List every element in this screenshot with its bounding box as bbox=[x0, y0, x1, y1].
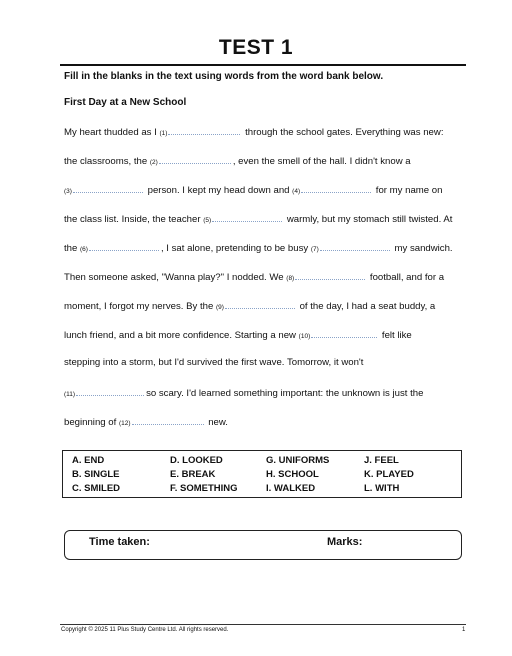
passage-text: felt like bbox=[381, 330, 412, 341]
word-bank-item: B. SINGLE bbox=[72, 469, 120, 480]
passage-line-6 bbox=[64, 270, 444, 283]
passage-text: , I sat alone, pretending to be busy bbox=[160, 243, 309, 254]
page-number: 1 bbox=[462, 627, 466, 633]
copyright-text: Copyright © 2025 11 Plus Study Centre Ltd. All rights reserved. bbox=[61, 627, 229, 633]
passage-text: new. bbox=[208, 417, 228, 428]
score-box bbox=[64, 530, 462, 560]
passage-text: person. I kept my head down and bbox=[147, 185, 290, 196]
blank-number-8: (8) bbox=[286, 275, 295, 282]
word-bank-item: H. SCHOOL bbox=[266, 469, 319, 480]
passage-text: warmly, but my stomach still twisted. At bbox=[286, 214, 453, 225]
passage-text: football, and for a bbox=[369, 272, 445, 283]
passage-line-3 bbox=[64, 183, 442, 196]
passage-text: through the school gates. Everything was new: bbox=[245, 127, 444, 138]
story-title: First Day at a New School bbox=[64, 97, 187, 108]
passage-text: my sandwich. bbox=[394, 243, 453, 254]
passage-text: the class list. Inside, the teacher bbox=[64, 214, 201, 225]
passage-line-1 bbox=[64, 125, 443, 138]
blank-5[interactable] bbox=[212, 212, 282, 222]
blank-number-5: (5) bbox=[203, 217, 212, 224]
blank-number-6: (6) bbox=[80, 246, 88, 253]
blank-10[interactable] bbox=[311, 328, 377, 338]
word-bank-item: J. FEEL bbox=[364, 455, 399, 466]
word-bank-item: C. SMILED bbox=[72, 483, 121, 494]
blank-number-3: (3) bbox=[64, 188, 72, 195]
page-title: TEST 1 bbox=[218, 36, 294, 59]
blank-number-4: (4) bbox=[292, 188, 301, 195]
blank-1[interactable] bbox=[168, 125, 240, 135]
passage-line-11 bbox=[64, 415, 228, 428]
passage-text: Then someone asked, "Wanna play?" I nodded. We bbox=[64, 272, 284, 283]
blank-2[interactable] bbox=[159, 154, 231, 164]
word-bank-item: A. END bbox=[72, 455, 105, 466]
footer-divider bbox=[60, 624, 466, 625]
blank-number-9: (9) bbox=[215, 304, 224, 311]
blank-number-7: (7) bbox=[310, 246, 319, 253]
passage-line-10 bbox=[64, 386, 423, 399]
blank-number-12: (12) bbox=[118, 420, 131, 427]
blank-12[interactable] bbox=[132, 415, 204, 425]
passage-line-2 bbox=[64, 154, 411, 167]
passage-text: the classrooms, the bbox=[64, 156, 148, 167]
blank-number-11: (11) bbox=[64, 391, 76, 398]
word-bank-item: I. WALKED bbox=[266, 483, 316, 494]
word-bank-item: D. LOOKED bbox=[170, 455, 223, 466]
passage-text: so scary. I'd learned something important: the unknown is just the bbox=[146, 388, 424, 399]
passage-text: lunch friend, and a bit more confidence. Starting a new bbox=[64, 330, 296, 341]
blank-11[interactable] bbox=[76, 386, 144, 396]
blank-4[interactable] bbox=[301, 183, 371, 193]
word-bank-item: E. BREAK bbox=[170, 469, 216, 480]
word-bank-item: F. SOMETHING bbox=[170, 483, 238, 494]
blank-8[interactable] bbox=[295, 270, 365, 280]
passage-text: moment, I forgot my nerves. By the bbox=[64, 301, 214, 312]
passage-text: , even the smell of the hall. I didn't know a bbox=[232, 156, 411, 167]
blank-number-1: (1) bbox=[159, 130, 168, 137]
passage-line-5 bbox=[64, 241, 453, 254]
passage-text: the bbox=[64, 243, 78, 254]
instruction-text: Fill in the blanks in the text using words from the word bank below. bbox=[64, 71, 384, 82]
word-bank-item: K. PLAYED bbox=[364, 469, 414, 480]
marks-label: Marks: bbox=[327, 536, 363, 548]
title-divider bbox=[60, 64, 466, 66]
blank-7[interactable] bbox=[320, 241, 390, 251]
blank-number-2: (2) bbox=[149, 159, 158, 166]
passage-line-7 bbox=[64, 299, 435, 312]
time-taken-label: Time taken: bbox=[89, 536, 150, 548]
blank-number-10: (10) bbox=[298, 333, 311, 340]
passage-text: of the day, I had a seat buddy, a bbox=[299, 301, 436, 312]
passage-text: My heart thudded as I bbox=[64, 127, 157, 138]
passage-text: beginning of bbox=[64, 417, 117, 428]
passage-text: for my name on bbox=[375, 185, 443, 196]
passage-line-8 bbox=[64, 328, 412, 341]
blank-3[interactable] bbox=[73, 183, 143, 193]
passage-line-4 bbox=[64, 212, 452, 225]
word-bank bbox=[62, 450, 462, 498]
blank-9[interactable] bbox=[225, 299, 295, 309]
passage-text: stepping into a storm, but I'd survived the first wave. Tomorrow, it won't bbox=[64, 357, 364, 368]
word-bank-item: G. UNIFORMS bbox=[266, 455, 330, 466]
passage-line-9 bbox=[64, 357, 363, 368]
blank-6[interactable] bbox=[89, 241, 159, 251]
word-bank-item: L. WITH bbox=[364, 483, 400, 494]
